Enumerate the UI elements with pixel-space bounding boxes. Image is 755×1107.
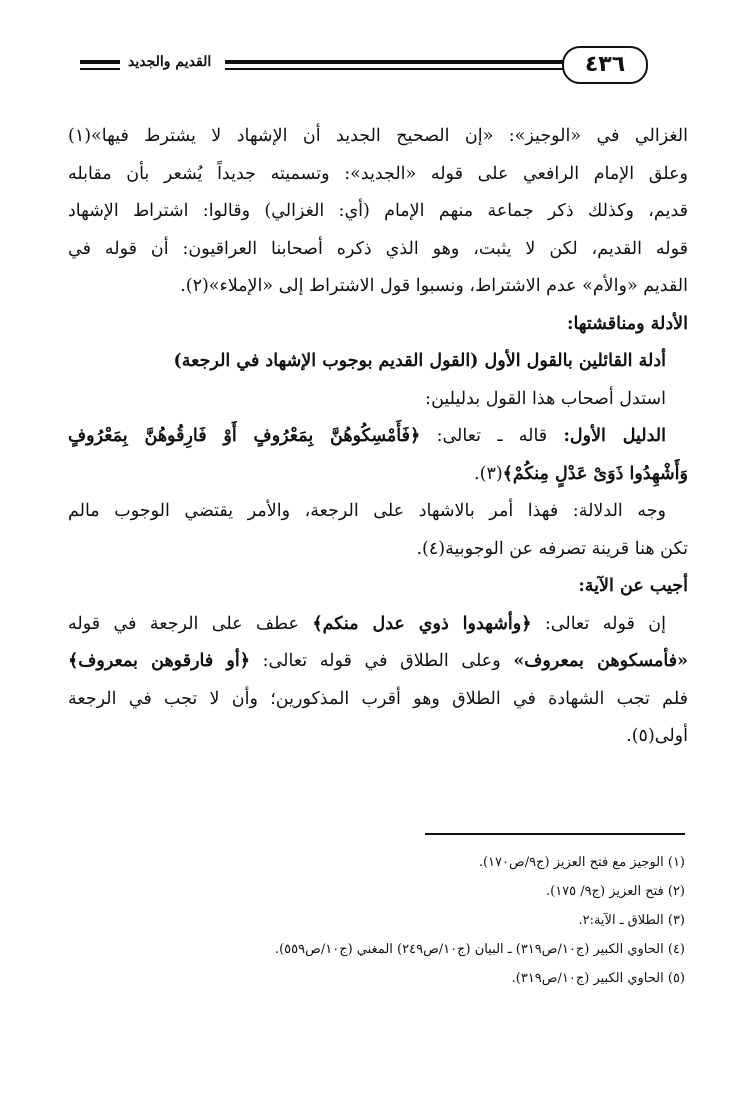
heading-evidence: الأدلة ومناقشتها: (567, 313, 688, 334)
header-rule (225, 60, 610, 64)
footnote: (٥) الحاوي الكبير (ج١٠/ص٣١٩). (511, 971, 685, 986)
header-rule-left (80, 60, 120, 64)
heading-first-opinion: أدلة القائلين بالقول الأول (القول القديم بوجوب الإشهاد في الرجعة) (173, 351, 666, 371)
body-line: الغزالي في «الوجيز»: «إن الصحيح الجديد أن الإشهاد لا يشترط فيها»(١) (68, 126, 688, 146)
verse-line-2 (68, 456, 688, 494)
body-line: قديم، وكذلك ذكر جماعة منهم الإمام (أي: الغزالي) وقالوا: اشتراط الإشهاد (68, 201, 688, 221)
page-header (60, 44, 692, 88)
body-line: القديم «والأم» عدم الاشتراط، ونسبوا قول الاشتراط إلى «الإملاء»(٢). (180, 276, 688, 296)
footnotes (160, 848, 685, 993)
body-line: قوله القديم، لكن لا يثبت، وهو الذي ذكره أصحابنا العراقيون: أن قوله في (68, 238, 688, 259)
verse-footnote-ref: (٣). (474, 463, 503, 484)
first-proof-label: الدليل الأول: (563, 426, 666, 446)
answer-text: إن قوله تعالى: (531, 613, 667, 634)
footnote: (١) الوجيز مع فتح العزيز (ج٩/ص١٧٠). (478, 855, 685, 870)
inference-line: وجه الدلالة: فهذا أمر بالاشهاد على الرجعة، والأمر يقتضي الوجوب مالم (68, 501, 666, 521)
answer-text: وعلى الطلاق في قوله تعالى: (249, 651, 514, 671)
footnote: (٢) فتح العزيز (ج٩/ ١٧٥). (545, 884, 685, 899)
answer-verse: ﴿أو فارقوهن بمعروف﴾ (68, 651, 250, 671)
answer-line: أولى(٥). (626, 726, 688, 746)
two-proofs-line: استدل أصحاب هذا القول بدليلين: (425, 388, 666, 409)
answer-line: فلم تجب الشهادة في الطلاق وهو أقرب المذكورين؛ وأن لا تجب في الرجعة (68, 688, 688, 709)
answer-line (68, 606, 688, 644)
answer-line (68, 643, 688, 681)
answer-verse: «فأمسكوهن بمعروف» (513, 651, 688, 671)
inference-line: تكن هنا قرينة تصرفه عن الوجوبية(٤). (416, 538, 688, 559)
answer-text: عطف على الرجعة في قوله (68, 613, 313, 634)
footnote: (٤) الحاوي الكبير (ج١٠/ص٣١٩) ـ البيان (ج١٠/ص٢٤٩) المغني (ج١٠/ص٥٥٩). (274, 942, 685, 957)
header-rule-left-thin (80, 68, 120, 70)
answer-verse: ﴿وأشهدوا ذوي عدل منكم﴾ (312, 613, 532, 634)
verse-part-2: وَأَشْهِدُوا ذَوَىْ عَدْلٍ مِنكُمْ﴾ (502, 463, 688, 484)
header-rule-thin (225, 68, 610, 70)
page-number: ٤٣٦ (562, 46, 648, 84)
footnote: (٣) الطلاق ـ الآية:٢. (578, 913, 685, 928)
verse-part-1: ﴿فَأَمْسِكُوهُنَّ بِمَعْرُوفٍ أَوْ فَارِقُوهُنَّ بِمَعْرُوفٍ (68, 426, 421, 446)
main-text (68, 118, 688, 756)
running-title: القديم والجديد (128, 54, 212, 70)
first-proof-intro: قاله ـ تعالى: (436, 426, 548, 446)
heading-answer: أجيب عن الآية: (578, 576, 688, 596)
first-proof-line (68, 418, 688, 456)
body-line: وعلق الإمام الرافعي على قوله «الجديد»: وتسميته جديداً يُشعر بأن مقابله (68, 163, 688, 184)
footnote-separator (425, 833, 685, 835)
